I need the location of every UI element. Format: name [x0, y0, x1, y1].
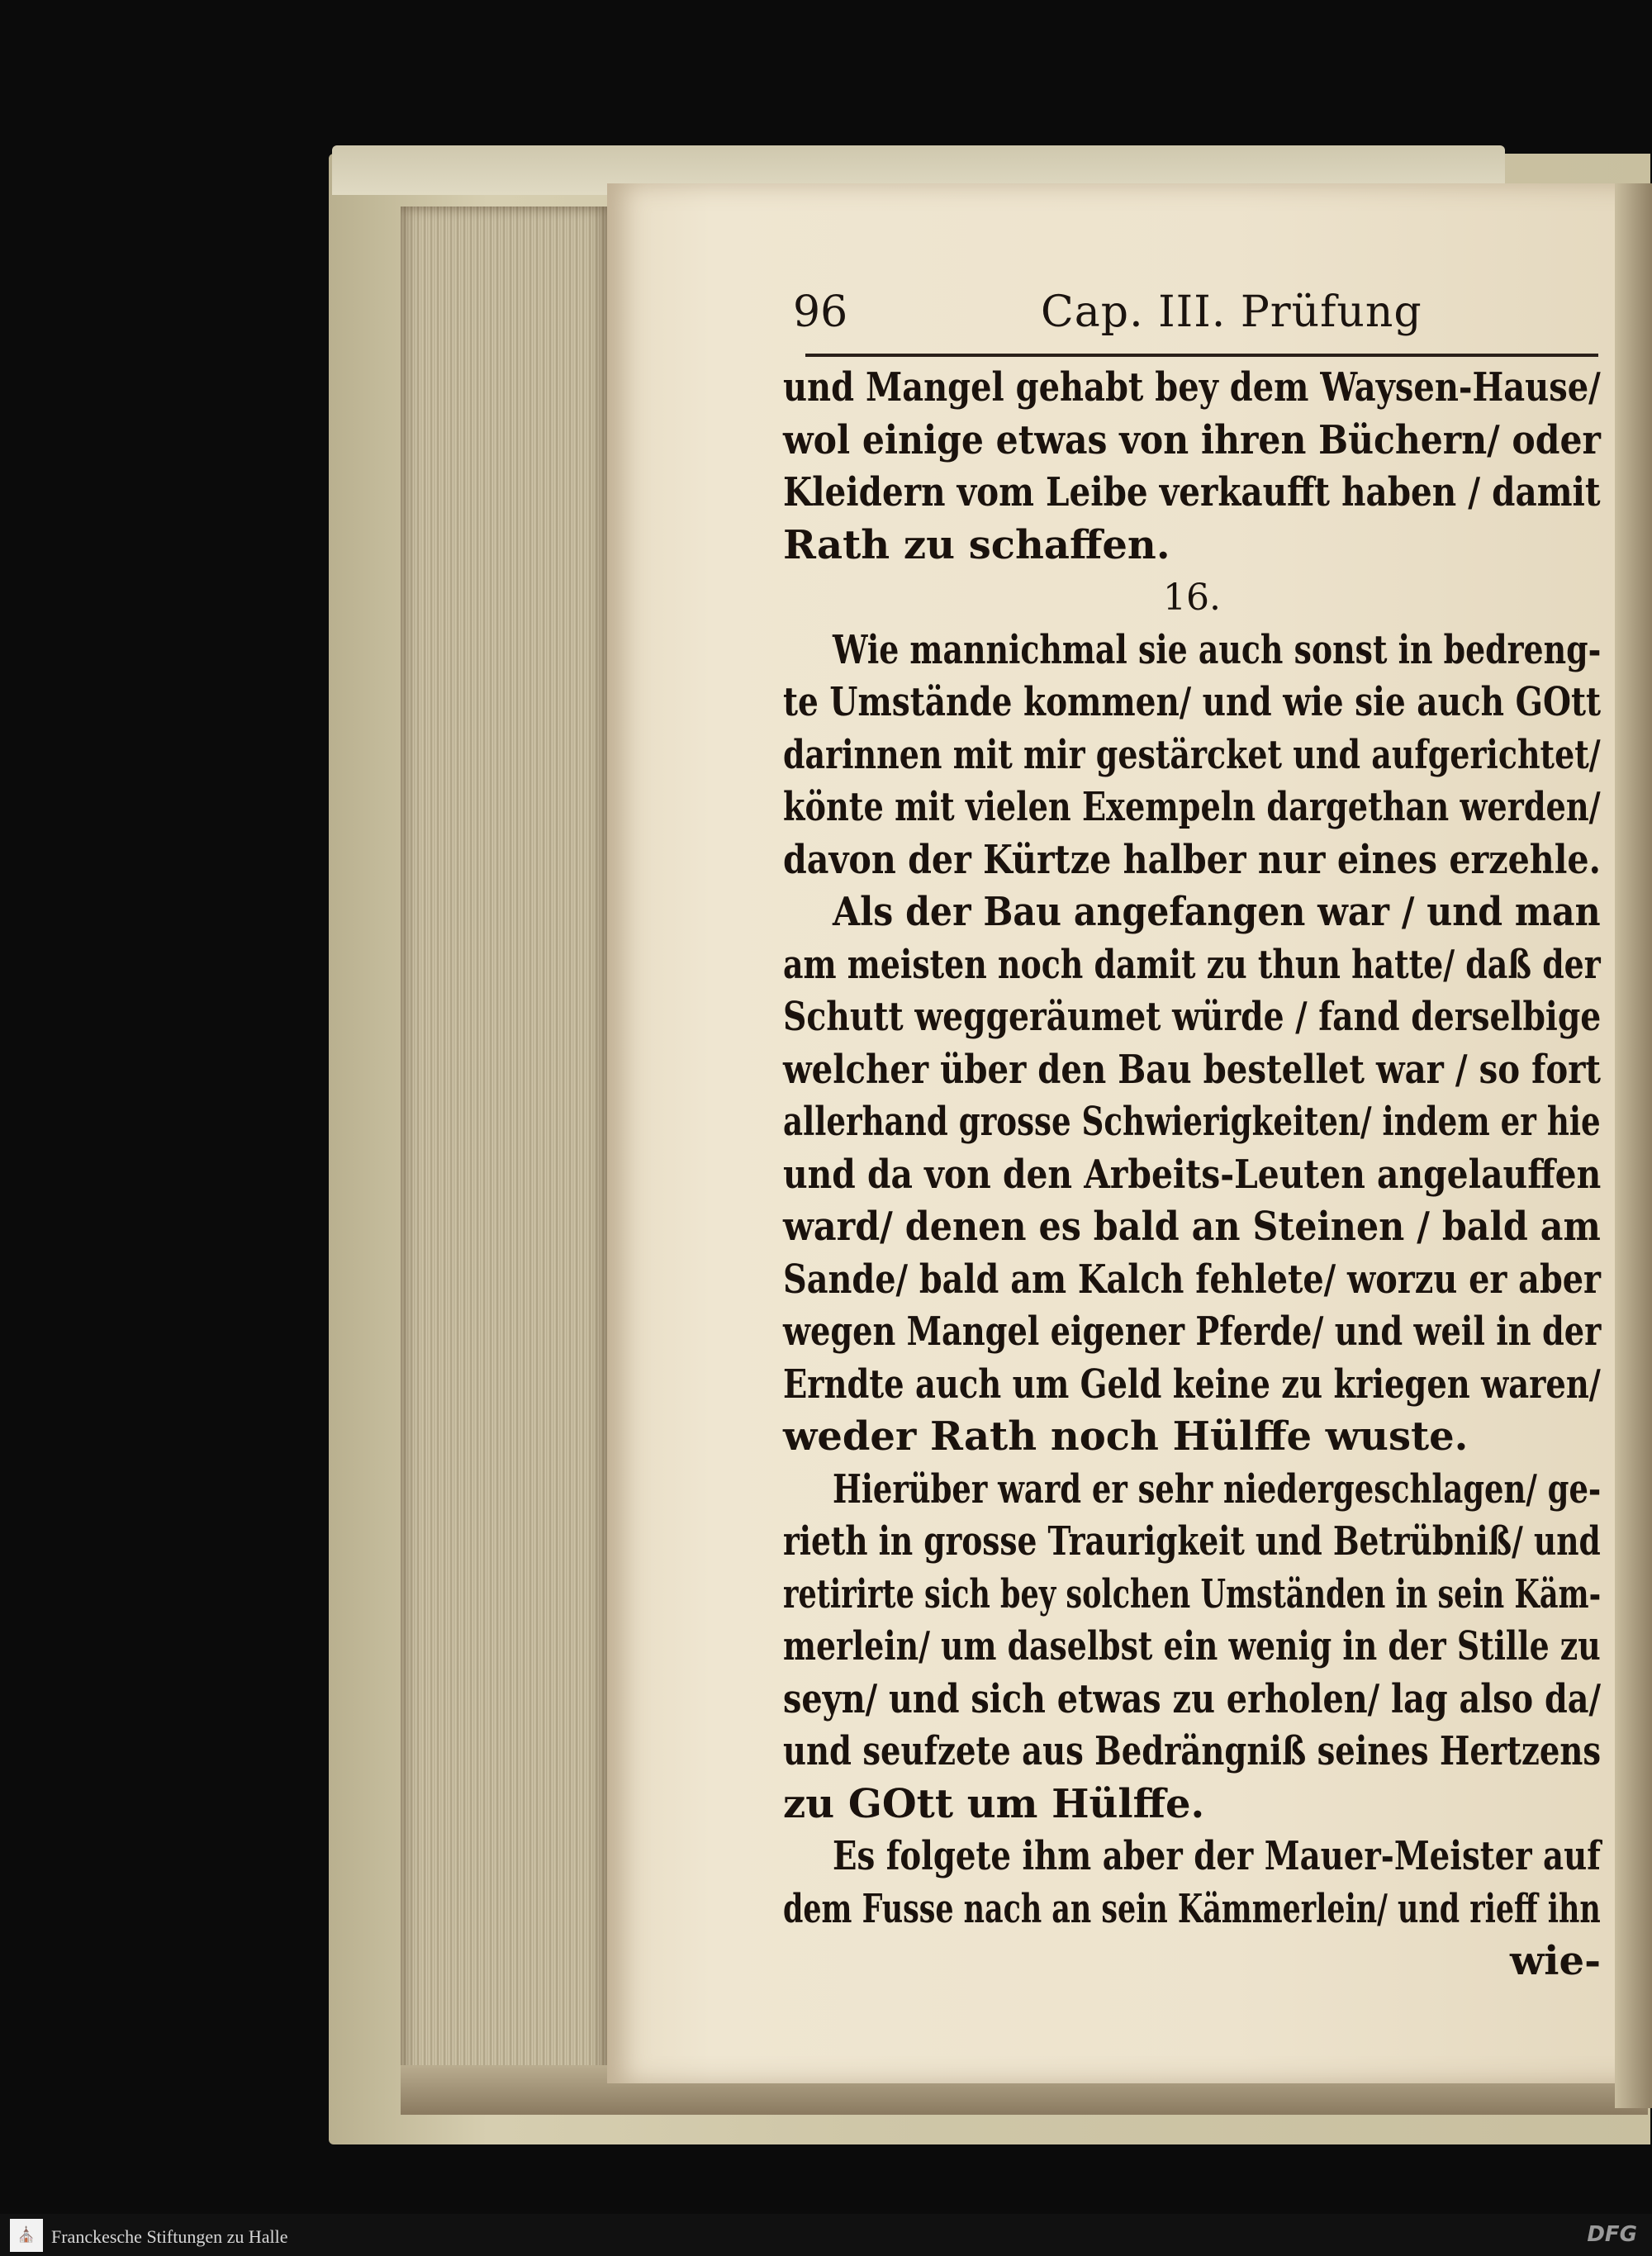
paragraph-start: Als der Bau angefangen war / und man: [833, 889, 1601, 935]
paragraph-start: Wie mannichmal sie auch sonst in bedreng-: [833, 626, 1602, 673]
facing-page-edge: [1615, 183, 1652, 2108]
text-line: Sande/ bald am Kalch fehlete/ worzu er aber: [783, 1256, 1602, 1303]
paragraph-start: Es folgete ihm aber der Mauer-Meister auf: [833, 1833, 1601, 1879]
text-line: dem Fusse nach an sein Kämmerlein/ und rieff ihn: [783, 1885, 1601, 1932]
text-line: könte mit vielen Exempeln dargethan werden/: [783, 784, 1601, 830]
body-text: [783, 362, 1601, 1988]
text-line: welcher über den Bau bestellet war / so fort: [783, 1046, 1602, 1093]
text-line: wol einige etwas von ihren Büchern/ oder: [783, 416, 1601, 463]
text-line: retirirte sich bey solchen Umständen in sein Käm-: [783, 1570, 1602, 1617]
text-line: seyn/ und sich etwas zu erholen/ lag also da/: [783, 1675, 1602, 1722]
text-line: zu GOtt um Hülffe.: [783, 1780, 1205, 1827]
text-line: und seufzete aus Bedrängniß seines Hertzens: [783, 1728, 1602, 1774]
text-line: Schutt weggeräumet würde / fand derselbige: [783, 994, 1602, 1040]
institution-logo-icon[interactable]: ⛪: [10, 2219, 43, 2252]
dfg-logo[interactable]: DFG: [1587, 2222, 1637, 2247]
text-line: davon der Kürtze halber nur eines erzehle.: [783, 836, 1601, 883]
text-line: Erndte auch um Geld keine zu kriegen waren/: [783, 1361, 1601, 1408]
page-edges: [401, 207, 607, 2082]
text-line: und da von den Arbeits-Leuten angelauffen: [783, 1151, 1602, 1198]
text-line: rieth in grosse Traurigkeit und Betrübniß/ und: [783, 1518, 1601, 1565]
text-line: wegen Mangel eigener Pferde/ und weil in der: [783, 1308, 1602, 1355]
institution-name[interactable]: Franckesche Stiftungen zu Halle: [51, 2226, 288, 2247]
text-line: darinnen mit mir gestärcket und aufgerichtet/: [783, 731, 1601, 778]
page-number: 96: [793, 287, 848, 337]
text-line: Kleidern vom Leibe verkaufft haben / damit: [783, 469, 1601, 515]
page-header: [793, 287, 1602, 354]
text-line: merlein/ um daselbst ein wenig in der Stille zu: [783, 1623, 1601, 1669]
paragraph-start: Hierüber ward er sehr niedergeschlagen/ ge-: [833, 1465, 1602, 1513]
text-line: Rath zu schaffen.: [783, 521, 1170, 568]
section-number: 16.: [1163, 577, 1221, 619]
text-line: ward/ denen es bald an Steinen / bald am: [783, 1204, 1601, 1250]
header-rule: [805, 354, 1598, 357]
running-title: Cap. III. Prüfung: [1041, 287, 1422, 337]
text-line: am meisten noch damit zu thun hatte/ daß der: [783, 941, 1601, 988]
catchword: wie-: [1509, 1938, 1601, 1984]
text-line: allerhand grosse Schwierigkeiten/ indem er hie: [783, 1099, 1601, 1145]
text-line: und Mangel gehabt bey dem Waysen-Hause/: [783, 364, 1601, 411]
text-line: te Umstände kommen/ und wie sie auch GOtt: [783, 679, 1601, 725]
text-line: weder Rath noch Hülffe wuste.: [783, 1413, 1469, 1460]
